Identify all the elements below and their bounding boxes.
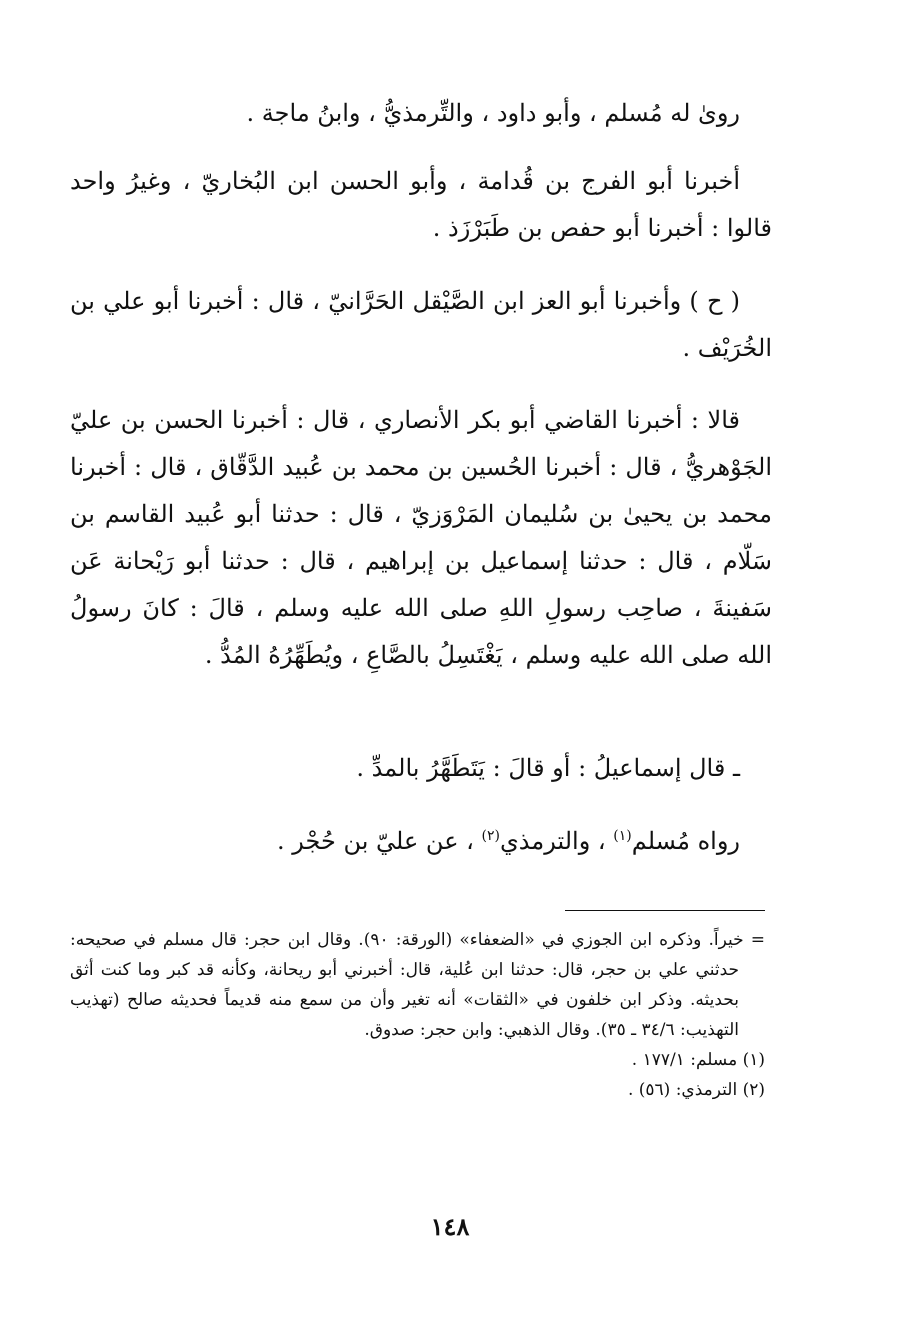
source-text-ali: ، عن عليّ بن حُجْر . — [277, 827, 482, 855]
paragraph-ismail-note: ـ قال إسماعيلُ : أو قالَ : يَتَطَهَّرُ بالمدِّ . — [356, 754, 740, 782]
paragraph-chain-1: أخبرنا أبو الفرج بن قُدامة ، وأبو الحسن ابن البُخاريّ ، وغيرُ واحد قالوا : أخبرنا أبو حفص بن طَبَرْزَذ . — [70, 167, 772, 242]
paragraph-hadith: قالا : أخبرنا القاضي أبو بكر الأنصاري ، قال : أخبرنا الحسن بن عليّ الجَوْهريُّ ، قال : أخبرنا الحُسين بن محمد بن عُبيد الدَّقّاق ، قال : أخبرنا محمد بن يحيىٰ بن سُليمان المَرْوَزيّ ، قال : حدثنا أبو عُبيد القاسم بن سَلّام ، قال : حدثنا إسماعيل بن إبراهيم ، قال : حدثنا أبو رَيْحانة عَن سَفينةَ ، صاحِب رسولِ اللهِ صلى الله عليه وسلم ، قالَ : كانَ رسولُ الله صلى الله عليه وسلم ، يَغْتَسِلُ بالصَّاعِ ، ويُطَهِّرُهُ المُدُّ . — [70, 406, 772, 669]
source-text-muslim: رواه مُسلم — [631, 827, 740, 855]
paragraph-sources — [70, 818, 772, 865]
footnote-1: (١) مسلم: ١٧٧/١ . — [631, 1050, 765, 1070]
footnote-2: (٢) الترمذي: (٥٦) . — [627, 1080, 765, 1100]
footnote-divider — [565, 910, 765, 911]
footnotes — [70, 925, 765, 1105]
footnote-continuation: = خيراً. وذكره ابن الجوزي في «الضعفاء» (الورقة: ٩٠). وقال ابن حجر: قال مسلم في صحيحه: حدثني علي بن حجر، قال: حدثنا ابن عُلية، قال: أخبرني أبو ريحانة، وكأنه قد كبر وما كنت أثق بحديثه. وذكر ابن خلفون في «الثقات» أنه تغير وأن من سمع منه قديماً فحديثه صالح (تهذيب التهذيب: ٣٤/٦ ـ ٣٥). وقال الذهبي: وابن حجر: صدوق. — [70, 930, 765, 1040]
source-text-tirmidhi: ، والترمذي — [500, 827, 614, 855]
paragraph-chain-2: ( ح ) وأخبرنا أبو العز ابن الصَّيْقل الحَرَّانيّ ، قال : أخبرنا أبو علي بن الخُرَيْف . — [70, 287, 772, 362]
page-number: ١٤٨ — [430, 1212, 470, 1241]
footnote-ref-1: (١) — [613, 828, 632, 844]
footnote-ref-2: (٢) — [481, 828, 500, 844]
paragraph-narrators: روىٰ له مُسلم ، وأبو داود ، والتِّرمذيُّ ، وابنُ ماجة . — [246, 99, 740, 127]
